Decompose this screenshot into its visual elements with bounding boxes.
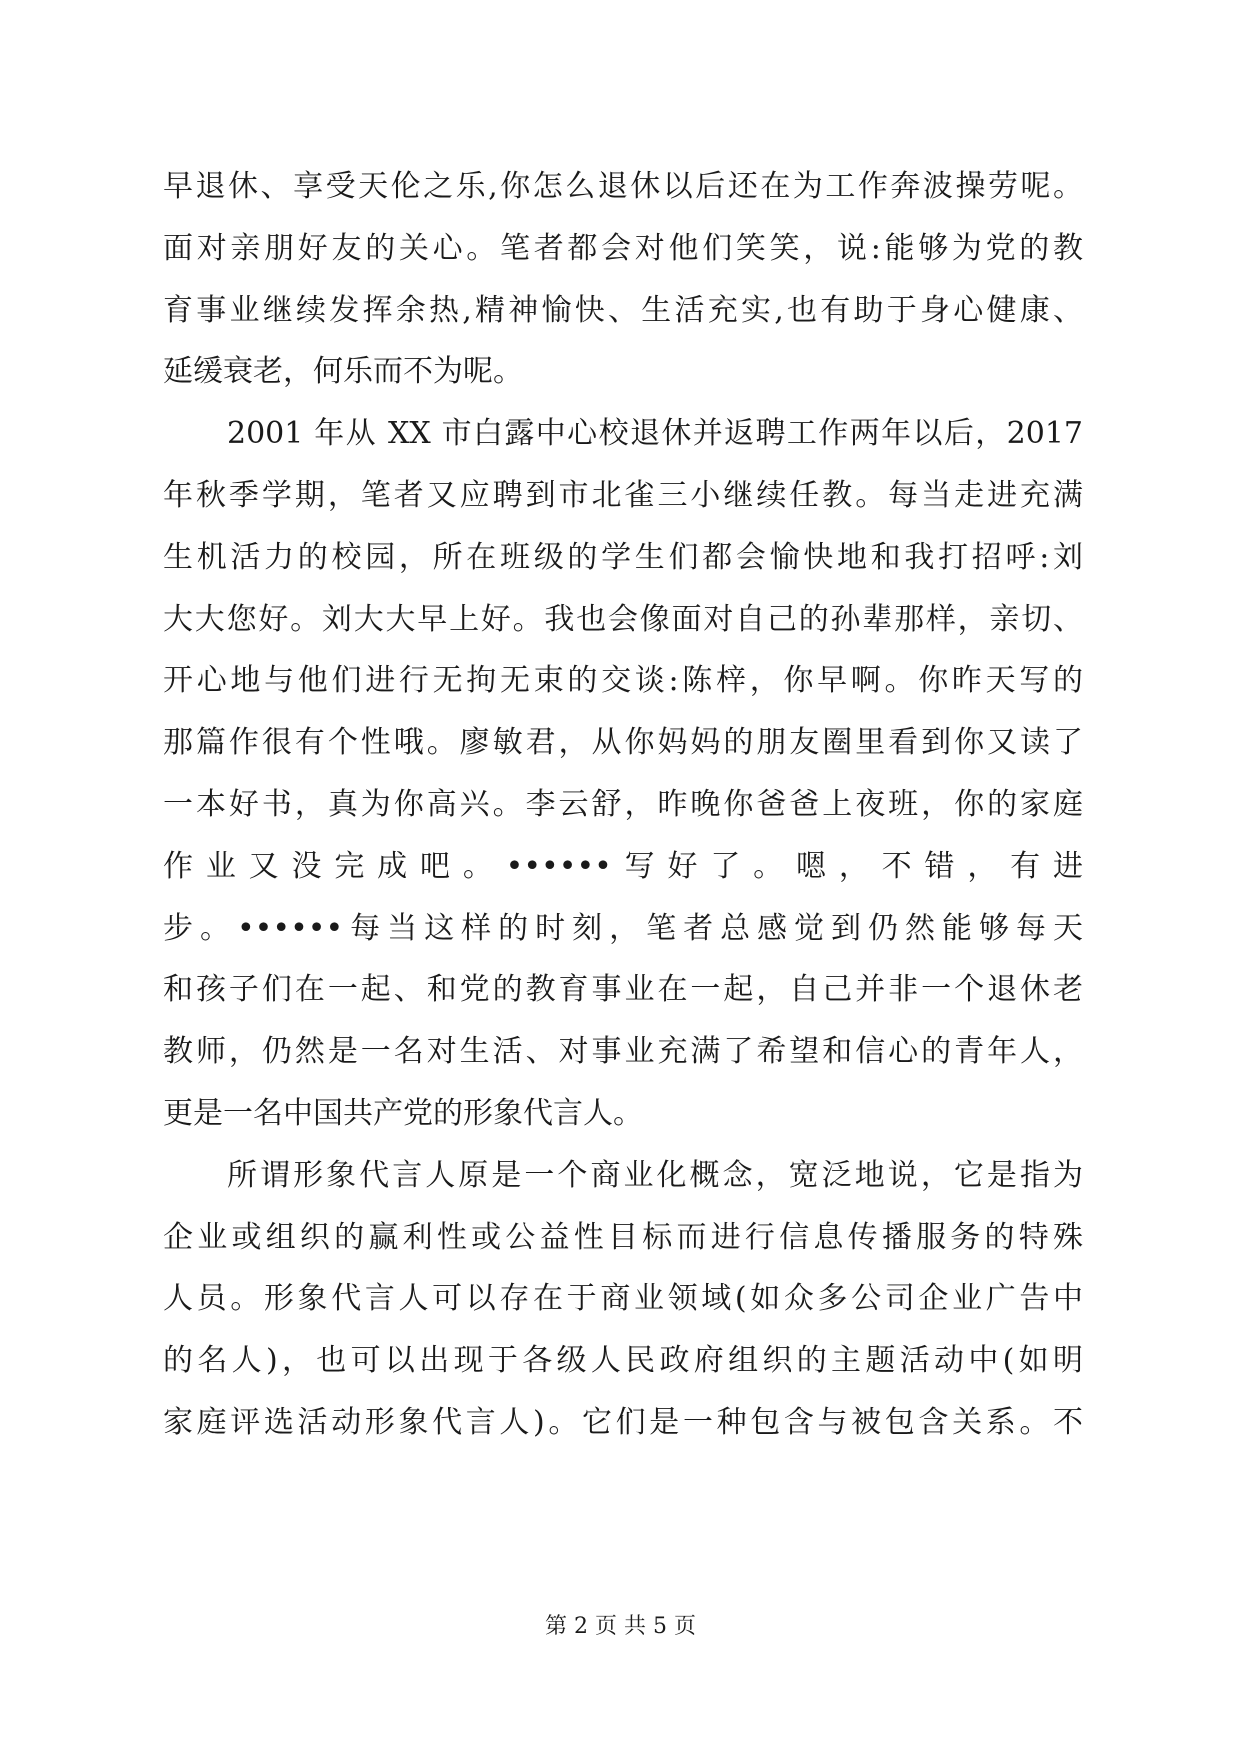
page-number-footer: 第 2 页 共 5 页: [545, 1614, 696, 1639]
text-line: 2001 年从 XX 市白露中心校退休并返聘工作两年以后，2017: [227, 416, 1083, 452]
text-line: 和孩子们在一起、和党的教育事业在一起，自己并非一个退休老: [163, 972, 1083, 1008]
text-line: 早退休、享受天伦之乐,你怎么退休以后还在为工作奔波操劳呢。: [163, 169, 1083, 204]
text-line: 那篇作很有个性哦。廖敏君，从你妈妈的朋友圈里看到你又读了: [163, 725, 1083, 761]
text-line: 步。••••••每当这样的时刻，笔者总感觉到仍然能够每天: [163, 910, 1083, 946]
document-body: [163, 156, 1083, 1454]
text-line: 更是一名中国共产党的形象代言人。: [163, 1095, 643, 1131]
text-line: 人员。形象代言人可以存在于商业领域(如众多公司企业广告中: [163, 1281, 1083, 1317]
text-line: 育事业继续发挥余热,精神愉快、生活充实,也有助于身心健康、: [163, 292, 1083, 328]
text-line: 作业又没完成吧。••••••写好了。嗯，不错，有进: [163, 848, 1083, 884]
text-line: 生机活力的校园，所在班级的学生们都会愉快地和我打招呼:刘: [163, 539, 1083, 575]
text-line: 企业或组织的赢利性或公益性目标而进行信息传播服务的特殊: [163, 1219, 1083, 1255]
text-line: 大大您好。刘大大早上好。我也会像面对自己的孙辈那样，亲切、: [163, 601, 1083, 637]
text-line: 年秋季学期，笔者又应聘到市北雀三小继续任教。每当走进充满: [163, 477, 1083, 513]
text-line: 所谓形象代言人原是一个商业化概念，宽泛地说，它是指为: [227, 1157, 1083, 1193]
text-line: 面对亲朋好友的关心。笔者都会对他们笑笑，说:能够为党的教: [163, 230, 1083, 266]
text-line: 家庭评选活动形象代言人)。它们是一种包含与被包含关系。不: [163, 1404, 1083, 1440]
text-line: 开心地与他们进行无拘无束的交谈:陈梓，你早啊。你昨天写的: [163, 663, 1083, 699]
text-line: 教师，仍然是一名对生活、对事业充满了希望和信心的青年人，: [163, 1034, 1083, 1070]
text-line: 一本好书，真为你高兴。李云舒，昨晚你爸爸上夜班，你的家庭: [163, 786, 1083, 822]
text-line: 延缓衰老，何乐而不为呢。: [163, 354, 523, 390]
text-line: 的名人)，也可以出现于各级人民政府组织的主题活动中(如明: [163, 1343, 1083, 1379]
